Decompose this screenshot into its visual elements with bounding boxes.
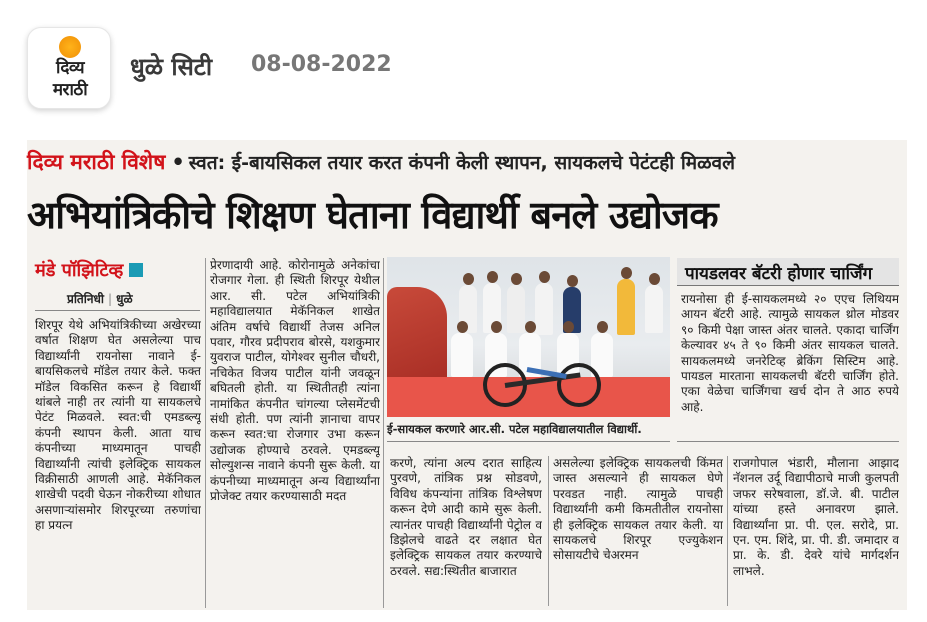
article-column-5: राजगोपाल भंडारी, मौलाना आझाद नॅशनल उर्दू विद्यापीठाचे माजी कुलपती जफर सरेषवाला, डॉ.जे. बी. पाटील यांच्या हस्ते अनावरण झाले. विद्यार्थ्यांना प्रा. पी. एल. सरोदे, प्रा. एन. एम. शिंदे, प्रा. पी. डी. जमादार व प्रा. के. डी. देवरे यांचे मार्गदर्शन लाभले.	[733, 456, 899, 578]
edition-name: धुळे सिटी	[130, 53, 213, 81]
person-head	[539, 271, 550, 283]
app-header	[0, 0, 927, 118]
photo-caption: ई-सायकल करणारे आर.सी. पटेल महाविद्यालयातील विद्यार्थी.	[387, 422, 642, 436]
person-head	[563, 321, 574, 333]
edition-date: 08-08-2022	[251, 52, 392, 77]
article-column-4: असलेल्या इलेक्ट्रिक सायकलची किंमत जास्त असल्याने ही सायकल घेणे परवडत नाही. त्यामुळे पाचही विद्यार्थ्यांनी कमी किमतीतील रायनोसा ही इलेक्ट्रिक सायकल तयार केली. या सायकलचे शिरपूर एज्युकेशन सोसायटीचे चेअरमन	[553, 456, 723, 563]
person-head	[491, 321, 502, 333]
column-divider	[383, 258, 384, 608]
kicker-text: स्वत: ई-बायसिकल तयार करत कंपनी केली स्थापन, सायकलचे पेटंटही मिळवले	[188, 152, 735, 174]
newspaper-logo[interactable]	[27, 27, 111, 109]
byline-separator: |	[108, 292, 113, 306]
person-head	[511, 273, 522, 285]
box-divider	[677, 441, 899, 442]
byline-divider	[35, 310, 200, 311]
kicker-label: दिव्य मराठी विशेष	[27, 150, 166, 174]
person-head	[457, 321, 468, 333]
square-icon	[129, 263, 143, 277]
column-divider	[205, 258, 206, 608]
person-head	[649, 273, 660, 285]
kicker	[27, 148, 907, 178]
person-head	[525, 321, 536, 333]
column-divider	[548, 456, 549, 606]
person-head	[487, 271, 498, 283]
person-figure	[451, 333, 473, 377]
box-title: पायडलवर बॅटरी होणार चार्जिंग	[677, 258, 899, 286]
person-head	[597, 321, 608, 333]
byline-place: धुळे	[116, 292, 133, 306]
person-figure	[535, 283, 553, 335]
section-label: मंडे पॉझिटिव्ह	[35, 260, 124, 281]
caption-divider	[387, 441, 670, 442]
article-photo	[387, 257, 670, 417]
byline	[67, 290, 133, 307]
byline-name: प्रतिनिधी	[67, 292, 105, 306]
article-column-3: करणे, त्यांना अल्प दरात साहित्य पुरवणे, तांत्रिक प्रश्न सोडवणे, विविध कंपन्यांना तांत्रिक विश्लेषण करून देणे आदी कामे सुरू केली. त्यानंतर पाचही विद्यार्थ्यांनी पेट्रोल व डिझेलचे वाढते दर लक्षात घेत इलेक्ट्रिक सायकल तयार करण्याचे ठरवले. सद्य:स्थितीत बाजारात	[390, 456, 542, 578]
article-column-2: प्रेरणादायी आहे. कोरोनामुळे अनेकांचा रोजगार गेला. ही स्थिती शिरपूर येथील आर. सी. पटेल अभियांत्रिकी महाविद्यालयात मेकॅनिकल शाखेत अंतिम वर्षाचे विद्यार्थी तेजस अनिल पवार, गौरव प्रदीपराव बोरसे, यशकुमार युवराज पाटील, योगेश्वर सुनील चौधरी, नचिकेत विजय पाटील यांनी जवळून बघितली होती. या स्थितीतही त्यांना नामांकित कंपनीत चांगल्या प्लेसमेंटची संधी होती. पण त्यांनी ज्ञानाचा वापर करून स्वत:चा रोजगार उभा करून उद्योजक होण्याचे ठरवले. एमडब्ल्यू सोल्युशन्स नावाने कंपनी सुरू केली. या कंपनीच्या माध्यमातून अन्य विद्यार्थ्यांना प्रोजेक्ट तयार करण्यासाठी मदत	[210, 258, 380, 504]
person-figure	[645, 285, 663, 333]
person-figure	[507, 285, 525, 333]
logo-line1: दिव्य	[55, 58, 85, 78]
logo-line2: मराठी	[52, 80, 88, 100]
section-tag	[35, 258, 200, 282]
column-divider	[727, 456, 728, 606]
box-text: रायनोसा ही ई-सायकलमध्ये २० एएच लिथियम आयन बॅटरी आहे. त्यामुळे सायकल थ्रोल मोडवर ९० किमी पेक्षा जास्त अंतर चालते. एकादा चार्जिंग केल्यावर ४५ ते ९० किमी अंतर सायकल चालते. सायकलमध्ये जनरेटिव्ह ब्रेकिंग सिस्टिम आहे. पायडल मारताना सायकलची बॅटरी चार्जिंग होते. एका वेळेचा चार्जिंगचा खर्च दोन ते आठ रुपये आहे.	[681, 292, 899, 414]
bullet-icon: •	[171, 150, 185, 174]
bicycle-wheel-icon	[557, 363, 601, 407]
headline: अभियांत्रिकीचे शिक्षण घेताना विद्यार्थी बनले उद्योजक	[27, 193, 718, 237]
person-head	[463, 273, 474, 285]
news-clipping[interactable]	[27, 140, 907, 610]
person-figure	[617, 279, 635, 335]
person-head	[567, 275, 578, 287]
article-column-1: शिरपूर येथे अभियांत्रिकीच्या अखेरच्या वर्षात शिक्षण घेत असलेल्या पाच विद्यार्थ्यांनी रायनोसा नावाने ई-बायसिकलचे मॉडेल तयार केले. फक्त मॉडेल विकसित करून हे विद्यार्थी थांबले नाही तर त्यांनी या सायकलचे पेटंट मिळवले. स्वत:ची एमडब्ल्यू कंपनी स्थापन केली. आता याच कंपनीच्या माध्यमातून पाचही विद्यार्थ्यांनी त्यांची इलेक्ट्रिक सायकल विक्रीसाठी आणली आहे. मेकॅनिकल शाखेची पदवी घेऊन नोकरीच्या शोधात असणाऱ्यांसमोर शिरपूरच्या तरुणांचा हा प्रयत्न	[35, 318, 201, 533]
person-head	[621, 267, 632, 279]
